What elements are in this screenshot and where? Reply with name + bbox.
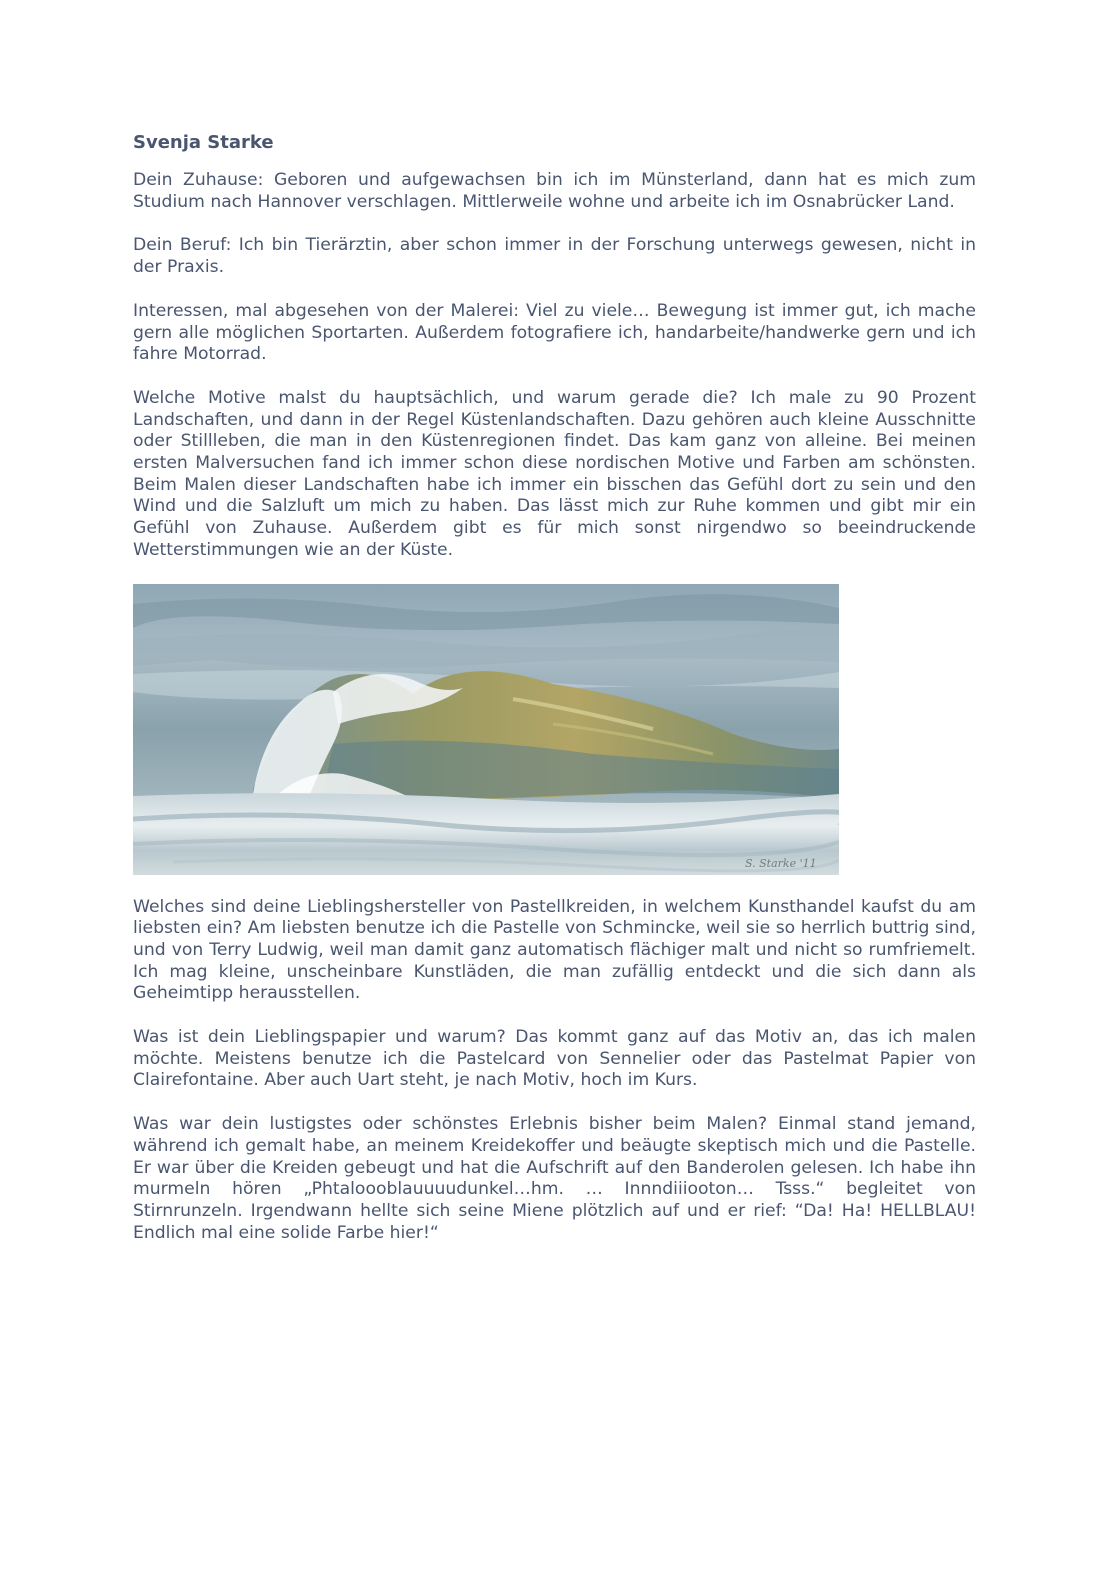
paragraph-paper: Was ist dein Lieblingspapier und warum? Das kommt ganz auf das Motiv an, das ich malen möchte. Meistens benutze ich die Pastelcard von Sennelier oder das Pastelmat Papier von Clairefontaine. Aber auch Uart steht, je nach Motiv, hoch im Kurs. [133, 1027, 976, 1091]
author-heading: Svenja Starke [133, 132, 274, 153]
paragraph-profession: Dein Beruf: Ich bin Tierärztin, aber schon immer in der Forschung unterwegs gewesen, nicht in der Praxis. [133, 235, 976, 278]
paragraph-manufacturers: Welches sind deine Lieblingshersteller von Pastellkreiden, in welchem Kunsthandel kaufst du am liebsten ein? Am liebsten benutze ich die Pastelle von Schmincke, weil sie so herrlich buttrig sind, und von Terry Ludwig, weil man damit ganz automatisch flächiger malt und nicht so rumfriemelt. Ich mag kleine, unscheinbare Kunstläden, die man zufällig entdeckt und die sich dann als Geheimtipp herausstellen. [133, 896, 976, 1004]
document-page [133, 131, 976, 1266]
paragraph-interests: Interessen, mal abgesehen von der Malerei: Viel zu viele… Bewegung ist immer gut, ich mache gern alle möglichen Sportarten. Außerdem fotografiere ich, handarbeite/handwerke gern und ich fahre Motorrad. [133, 300, 976, 365]
paragraph-anecdote: Was war dein lustigstes oder schönstes Erlebnis bisher beim Malen? Einmal stand jemand, während ich gemalt habe, an meinem Kreidekoffer und beäugte skeptisch mich und die Pastelle. Er war über die Kreiden gebeugt und hat die Aufschrift auf den Banderolen gelesen. Ich habe ihn murmeln hören „Phtaloooblauuuudunkel…hm. … Innndiiiooton… Tsss.“ begleitet von Stirnrunzeln. Irgendwann hellte sich seine Miene plötzlich auf und er rief: “Da! Ha! HELLBLAU! Endlich mal eine solide Farbe hier!“ [133, 1114, 976, 1243]
wave-painting-image [133, 584, 839, 875]
paragraph-motifs: Welche Motive malst du hauptsächlich, und warum gerade die? Ich male zu 90 Prozent Landschaften, und dann in der Regel Küstenlandschaften. Dazu gehören auch kleine Ausschnitte oder Stillleben, die man in den Küstenregionen findet. Das kam ganz von alleine. Bei meinen ersten Malversuchen fand ich immer schon diese nordischen Motive und Farben am schönsten. Beim Malen dieser Landschaften habe ich immer ein bisschen das Gefühl dort zu sein und den Wind und die Salzluft um mich zu haben. Das lässt mich zur Ruhe kommen und gibt mir ein Gefühl von Zuhause. Außerdem gibt es für mich sonst nirgendwo so beeindruckende Wetterstimmungen wie an der Küste. [133, 387, 976, 560]
svg-text:S. Starke '11: S. Starke '11 [745, 856, 817, 870]
paragraph-home: Dein Zuhause: Geboren und aufgewachsen bin ich im Münsterland, dann hat es mich zum Studium nach Hannover verschlagen. Mittlerweile wohne und arbeite ich im Osnabrücker Land. [133, 170, 976, 212]
